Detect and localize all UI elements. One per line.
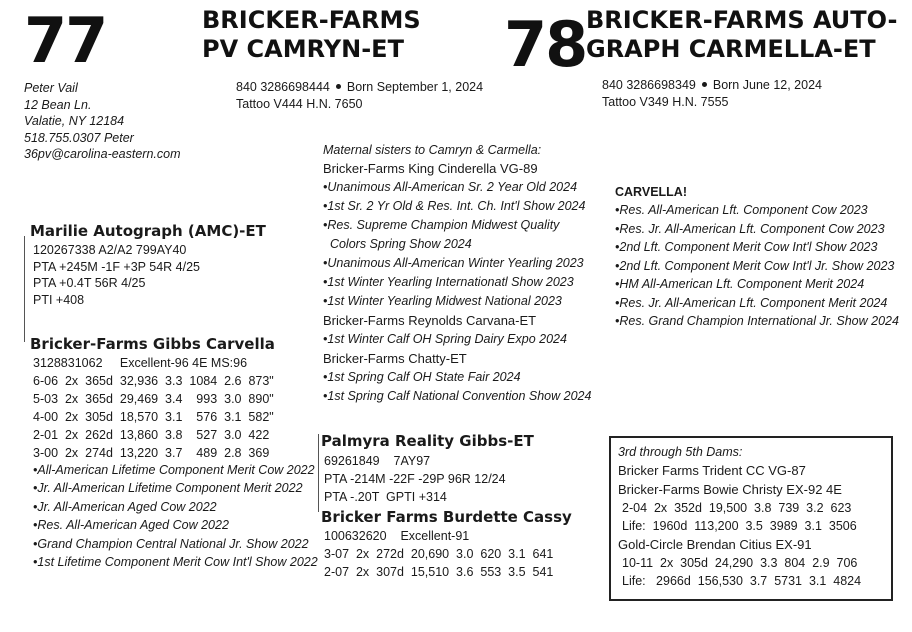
carvella-honor: •2nd Lft. Component Merit Cow Int'l Show 2023 [615, 240, 878, 254]
lot-77-tattoo: Tattoo V444 H.N. 7650 [236, 97, 363, 111]
lot-number-78: 78 [504, 8, 587, 81]
maternal-honor: •1st Winter Yearling Internationatl Show 2023 [323, 275, 574, 289]
lot-78-reg-line [602, 77, 822, 94]
maternal-honor: •1st Winter Yearling Midwest National 2023 [323, 294, 562, 308]
maternal-honor: •1st Spring Calf National Convention Show 2024 [323, 389, 592, 403]
dam-1-record-row: 5-03 2x 365d 29,469 3.4 993 3.0 890" [33, 391, 274, 406]
dam-2-record-row: 3-07 2x 272d 20,690 3.0 620 3.1 641 [324, 547, 554, 561]
lot-77-name-line2: PV CAMRYN-ET [202, 35, 404, 63]
maternal-honor: •Res. Supreme Champion Midwest Quality [323, 218, 560, 232]
dam-1-record-row: 3-00 2x 274d 13,220 3.7 489 2.8 369 [33, 445, 270, 460]
pedigree-bracket-line [24, 236, 25, 342]
maternal-honor: •Unanimous All-American Winter Yearling 2023 [323, 256, 584, 270]
dams-box-record: 10-11 2x 305d 24,290 3.3 804 2.9 706 [622, 556, 858, 570]
sire-2-details [324, 452, 506, 506]
lot-78-tattoo: Tattoo V349 H.N. 7555 [602, 95, 729, 109]
dams-box-record: Life: 1960d 113,200 3.5 3989 3.1 3506 [622, 519, 857, 533]
maternal-sister-name: Bricker-Farms Chatty-ET [323, 351, 467, 366]
bullet-separator-icon [702, 82, 707, 87]
sire-1-line: PTA +245M -1F +3P 54R 4/25 [33, 259, 200, 274]
dam-1-id-line: 3128831062 Excellent-96 4E MS:96 [33, 356, 248, 370]
maternal-heading: Maternal sisters to Camryn & Carmella: [323, 143, 542, 157]
dams-box-content [618, 443, 861, 590]
dam-1-record-row: 2-01 2x 262d 13,860 3.8 527 3.0 422 [33, 427, 270, 442]
sire-1-details [33, 242, 200, 308]
carvella-honor: •Res. Jr. All-American Lft. Component Cow 2023 [615, 221, 885, 236]
maternal-honor: •Unanimous All-American Sr. 2 Year Old 2024 [323, 180, 578, 194]
dam-1-details [33, 355, 318, 571]
sire-2-line: PTA -.20T GPTI +314 [324, 490, 447, 504]
dam-2-name: Bricker Farms Burdette Cassy [321, 508, 572, 526]
carvella-block [615, 183, 899, 331]
consignor-street: 12 Bean Ln. [24, 97, 92, 112]
sire-1-line: 120267338 A2/A2 799AY40 [33, 243, 187, 257]
dam-2-details [324, 527, 553, 581]
carvella-honor: •Res. Grand Champion International Jr. Show 2024 [615, 314, 899, 328]
dam-1-name: Bricker-Farms Gibbs Carvella [30, 335, 275, 353]
dam-1-honor: •Jr. All-American Aged Cow 2022 [33, 499, 217, 514]
dam-1-record-row: 4-00 2x 305d 18,570 3.1 576 3.1 582" [33, 409, 274, 424]
lot-78-reg: 840 3286698349 [602, 78, 696, 92]
dam-2-id-line: 100632620 Excellent-91 [324, 529, 470, 543]
lot-number-77: 77 [24, 4, 107, 77]
sire-2-line: 69261849 7AY97 [324, 454, 431, 468]
maternal-honor: •1st Winter Calf OH Spring Dairy Expo 2024 [323, 332, 567, 346]
consignor-block [24, 80, 181, 163]
dams-box-dam: Bricker-Farms Bowie Christy EX-92 4E [618, 482, 842, 497]
sire-2-name: Palmyra Reality Gibbs-ET [321, 432, 534, 450]
carvella-honor: •HM All-American Lft. Component Merit 2024 [615, 277, 865, 291]
maternal-sisters-block [323, 141, 591, 406]
dam-1-honor: •All-American Lifetime Component Merit Cow 2022 [33, 462, 315, 477]
carvella-honor: •Res. All-American Lft. Component Cow 2023 [615, 203, 868, 217]
maternal-honor: Colors Spring Show 2024 [323, 237, 472, 251]
maternal-honor: •1st Sr. 2 Yr Old & Res. Int. Ch. Int'l Show 2024 [323, 199, 586, 213]
sire-1-line: PTA +0.4T 56R 4/25 [33, 276, 146, 290]
dam-1-record-row: 6-06 2x 365d 32,936 3.3 1084 2.6 873" [33, 373, 274, 388]
bullet-separator-icon [336, 84, 341, 89]
dams-box-dam: Bricker Farms Trident CC VG-87 [618, 463, 806, 478]
pedigree-bracket-line [318, 434, 319, 512]
dams-box-heading: 3rd through 5th Dams: [618, 445, 743, 459]
consignor-email: 36pv@carolina-eastern.com [24, 147, 181, 161]
lot-78-name-line1: BRICKER-FARMS AUTO- [586, 6, 898, 34]
consignor-phone: 518.755.0307 Peter [24, 130, 134, 145]
lot-77-born: Born September 1, 2024 [346, 80, 484, 94]
dam-1-honor: •Res. All-American Aged Cow 2022 [33, 518, 229, 532]
dam-1-honor: •Grand Champion Central National Jr. Show 2022 [33, 536, 309, 551]
lot-78-name-line2: GRAPH CARMELLA-ET [586, 35, 876, 63]
lot-77-name-line1: BRICKER-FARMS [202, 6, 421, 34]
dams-box-record: Life: 2966d 156,530 3.7 5731 3.1 4824 [622, 574, 862, 588]
dams-box-dam: Gold-Circle Brendan Citius EX-91 [618, 537, 812, 552]
carvella-honor: •2nd Lft. Component Merit Cow Int'l Jr. Show 2023 [615, 258, 895, 273]
consignor-name: Peter Vail [24, 81, 78, 95]
sire-2-line: PTA -214M -22F -29P 96R 12/24 [324, 472, 506, 486]
dam-1-honor: •Jr. All-American Lifetime Component Merit 2022 [33, 481, 303, 495]
consignor-city: Valatie, NY 12184 [24, 114, 125, 128]
carvella-heading: CARVELLA! [615, 185, 687, 199]
lot-78-born: Born June 12, 2024 [712, 78, 822, 92]
sire-1-name: Marilie Autograph (AMC)-ET [30, 222, 266, 240]
maternal-honor: •1st Spring Calf OH State Fair 2024 [323, 370, 521, 384]
dam-1-honor: •1st Lifetime Component Merit Cow Int'l Show 2022 [33, 555, 318, 569]
maternal-sister-name: Bricker-Farms Reynolds Carvana-ET [323, 313, 537, 328]
dam-2-record-row: 2-07 2x 307d 15,510 3.6 553 3.5 541 [324, 565, 554, 579]
maternal-sister-name: Bricker-Farms King Cinderella VG-89 [323, 161, 538, 176]
dams-box-record: 2-04 2x 352d 19,500 3.8 739 3.2 623 [622, 501, 852, 515]
carvella-honor: •Res. Jr. All-American Lft. Component Merit 2024 [615, 295, 888, 310]
lot-77-reg-line [236, 79, 483, 96]
lot-77-reg: 840 3286698444 [236, 80, 330, 94]
sire-1-line: PTI +408 [33, 292, 85, 307]
